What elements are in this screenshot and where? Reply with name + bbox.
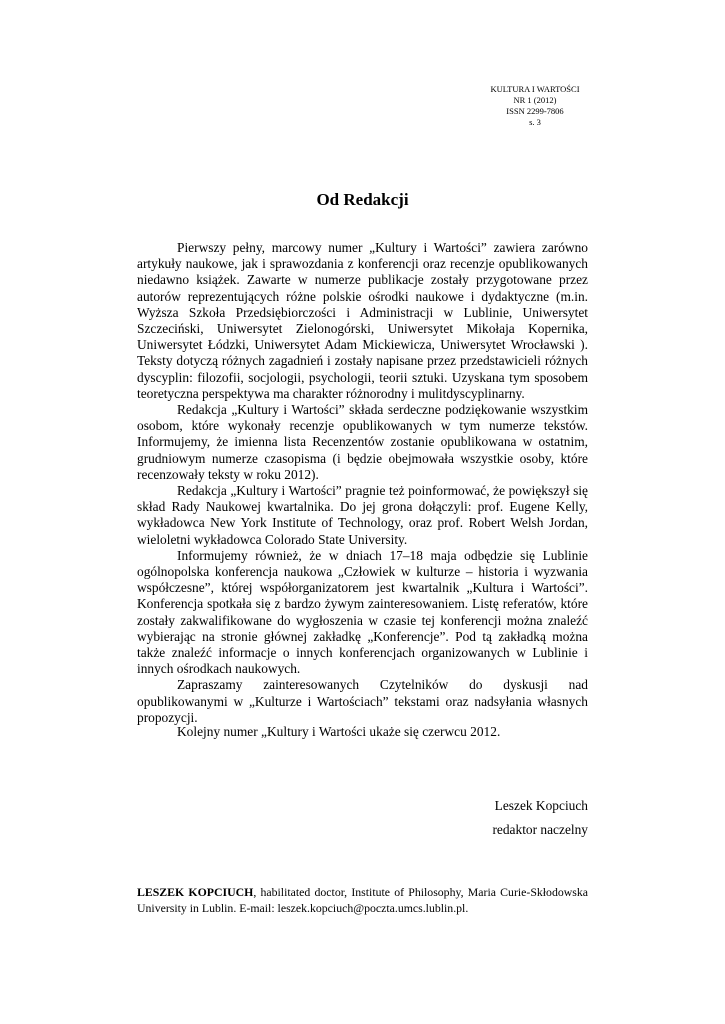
page-title: Od Redakcji <box>316 190 409 209</box>
journal-header <box>460 84 610 128</box>
page-number: s. 3 <box>529 117 541 127</box>
author-note <box>137 884 588 916</box>
paragraph-2: Redakcja „Kultury i Wartości” składa serdeczne podziękowanie wszystkim osobom, które wykonały recenzje opublikowanych w tym numerze tekstów. Informujemy, że imienna lista Recenzentów zostanie opublikowana w ostatnim, grudniowym numerze czasopisma (i będzie obejmowała wszystkie osoby, które recenzowały teksty w roku 2012). <box>137 402 588 482</box>
journal-name: KULTURA I WARTOŚCI <box>490 84 580 94</box>
author-name: LESZEK KOPCIUCH <box>137 885 254 899</box>
signature <box>420 794 588 842</box>
next-issue-note: Kolejny numer „Kultury i Wartości ukaże się czerwcu 2012. <box>177 724 501 739</box>
editorial-body <box>137 240 588 726</box>
issue-number: NR 1 (2012) <box>513 95 557 105</box>
author-affiliation: , habilitated doctor, Institute of Philosophy, Maria Curie-Skłodowska University in Lublin. E-mail: leszek.kopciuch@poczta.umcs.lublin.pl. <box>137 885 588 915</box>
paragraph-4: Informujemy również, że w dniach 17–18 maja odbędzie się Lublinie ogólnopolska konferencja naukowa „Człowiek w kulturze – historia i wyzwania współczesne”, której współorganizatorem jest kwartalnik „Kultura i Wartości”. Konferencja spotkała się z bardzo żywym zainteresowaniem. Listę referatów, które zostały zakwalifikowane do wygłoszenia w czasie tej konferencji można znaleźć wybierając na stronie głównej zakładkę „Konferencje”. Pod tą zakładką można także znaleźć informacje o innych konferencjach organizowanych w Lublinie i innych ośrodkach naukowych. <box>137 547 588 677</box>
paragraph-5: Zapraszamy zainteresowanych Czytelników do dyskusji nad opublikowanymi w „Kulturze i Wartościach” tekstami oraz nadsyłania własnych propozycji. <box>137 677 588 725</box>
paragraph-1: Pierwszy pełny, marcowy numer „Kultury i Wartości” zawiera zarówno artykuły naukowe, jak i sprawozdania z konferencji oraz recenzje opublikowanych niedawno książek. Zawarte w numerze publikacje zostały przygotowane przez autorów reprezentujących różne polskie ośrodki naukowe i dydaktyczne (m.in. Wyższa Szkoła Przedsiębiorczości i Administracji w Lublinie, Uniwersytet Szczeciński, Uniwersytet Zielonogórski, Uniwersytet Mikołaja Kopernika, Uniwersytet Łódzki, Uniwersytet Adam Mickiewicza, Uniwersytet Wrocławski ). Teksty dotyczą różnych zagadnień i zostały napisane przez przedstawicieli różnych dyscyplin: filozofii, socjologii, psychologii, teorii sztuki. Uzyskana tym sposobem teoretyczna perspektywa ma charakter różnorodny i mulitdyscyplinarny. <box>137 240 588 401</box>
issn: ISSN 2299-7806 <box>506 106 564 116</box>
paragraph-3: Redakcja „Kultury i Wartości” pragnie też poinformować, że powiększył się skład Rady Naukowej kwartalnika. Do jej grona dołączyli: prof. Eugene Kelly, wykładowca New York Institute of Technology, oraz prof. Robert Welsh Jordan, wieloletni wykładowca Colorado State University. <box>137 483 588 547</box>
signature-name: Leszek Kopciuch <box>494 798 588 813</box>
signature-role: redaktor naczelny <box>492 822 588 837</box>
